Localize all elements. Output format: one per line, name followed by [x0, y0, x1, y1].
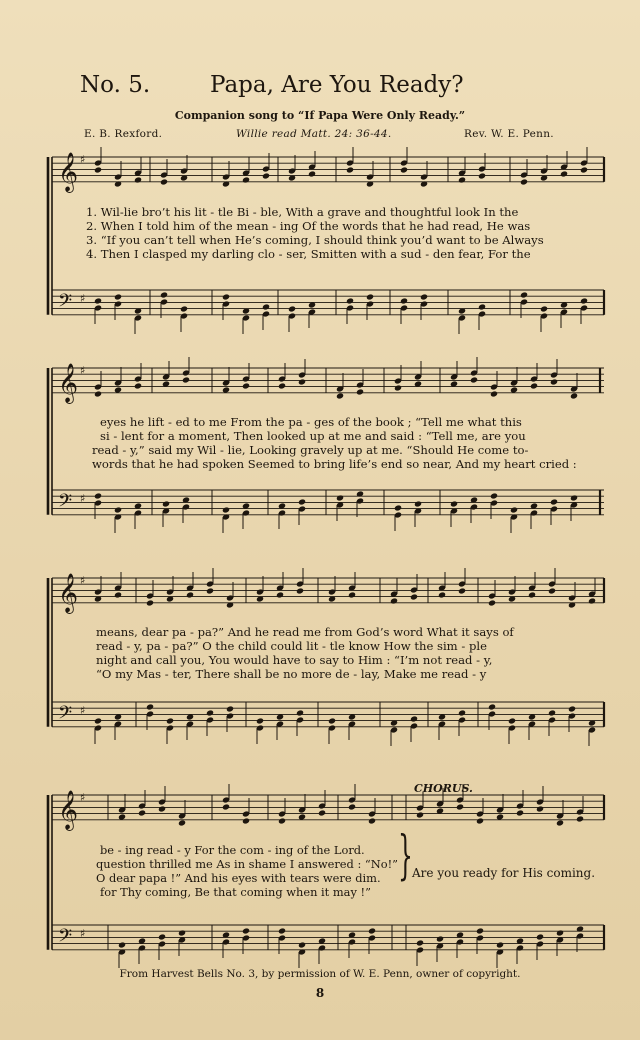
- treble-clef: 𝄞: [58, 363, 79, 403]
- note-head: [450, 500, 458, 507]
- bass-clef: 𝄢: [58, 926, 73, 951]
- note-head: [556, 819, 564, 826]
- note-head: [576, 815, 584, 822]
- lyric-line: eyes he lift - ed to me From the pa - ges of the book ; “Tell me what this: [100, 415, 522, 429]
- composer-credit: Rev. W. E. Penn.: [464, 128, 554, 140]
- note-head: [390, 597, 398, 604]
- bass-clef: 𝄢: [58, 291, 73, 316]
- note-head: [394, 384, 402, 391]
- note-head: [276, 591, 284, 598]
- note-head: [568, 705, 576, 712]
- treble-clef: 𝄞: [58, 152, 79, 192]
- lyric-line: means, dear pa - pa?” And he read me from God’s word What it says of: [96, 625, 514, 639]
- note-head: [278, 927, 286, 934]
- note-head: [560, 170, 568, 177]
- note-head: [308, 170, 316, 177]
- note-head: [488, 703, 496, 710]
- note-head: [298, 941, 306, 948]
- note-head: [550, 378, 558, 385]
- note-head: [180, 305, 188, 312]
- page-number: 8: [315, 986, 325, 1000]
- lyric-line: night and call you, You would have to say to Him : “I’m not read - y,: [96, 653, 493, 667]
- note-head: [296, 709, 304, 716]
- note-head: [400, 166, 408, 173]
- note-head: [516, 809, 524, 816]
- note-head: [420, 293, 428, 300]
- note-head: [158, 933, 166, 940]
- key-signature: ♯: [80, 364, 86, 377]
- note-head: [146, 599, 154, 606]
- note-head: [296, 587, 304, 594]
- note-head: [114, 591, 122, 598]
- note-head: [476, 817, 484, 824]
- note-head: [278, 817, 286, 824]
- note-head: [570, 494, 578, 501]
- note-head: [206, 709, 214, 716]
- lyric-line: for Thy coming, Be that coming when it may !”: [100, 885, 371, 899]
- note-head: [570, 392, 578, 399]
- note-head: [94, 166, 102, 173]
- note-head: [548, 587, 556, 594]
- note-head: [536, 933, 544, 940]
- note-head: [478, 172, 486, 179]
- note-head: [456, 803, 464, 810]
- key-signature: ♯: [80, 704, 86, 717]
- note-head: [536, 805, 544, 812]
- note-head: [186, 591, 194, 598]
- key-signature: ♯: [80, 927, 86, 940]
- key-signature: ♯: [80, 153, 86, 166]
- note-head: [146, 703, 154, 710]
- note-head: [528, 591, 536, 598]
- note-head: [336, 494, 344, 501]
- subtitle: Companion song to “If Papa Were Only Ready.”: [174, 109, 466, 122]
- note-head: [394, 504, 402, 511]
- note-head: [256, 717, 264, 724]
- note-head: [438, 591, 446, 598]
- note-head: [490, 390, 498, 397]
- note-head: [458, 176, 466, 183]
- note-head: [336, 392, 344, 399]
- note-head: [166, 717, 174, 724]
- note-head: [410, 593, 418, 600]
- note-head: [496, 941, 504, 948]
- note-head: [94, 297, 102, 304]
- note-head: [520, 178, 528, 185]
- note-head: [550, 498, 558, 505]
- lyric-line: read - y, pa - pa?” O the child could lit - tle know How the sim - ple: [96, 639, 487, 653]
- note-head: [222, 506, 230, 513]
- note-head: [436, 935, 444, 942]
- note-head: [182, 376, 190, 383]
- lyric-line: 1. Wil-lie bro’t his lit - tle Bi - ble, With a grave and thoughtful look In the: [86, 205, 519, 219]
- note-head: [242, 817, 250, 824]
- key-signature: ♯: [80, 791, 86, 804]
- note-head: [242, 382, 250, 389]
- note-head: [520, 291, 528, 298]
- lyric-line: words that he had spoken Seemed to bring life’s end so near, And my heart cried :: [92, 457, 577, 471]
- note-head: [490, 492, 498, 499]
- lyric-line: 4. Then I clasped my darling clo - ser, Smitten with a sud - den fear, For the: [86, 247, 531, 261]
- refrain-text: Are you ready for His coming.: [412, 866, 596, 880]
- bass-clef: 𝄢: [58, 491, 73, 516]
- note-head: [114, 506, 122, 513]
- lyric-line: be - ing read - y For the com - ing of the Lord.: [100, 843, 365, 857]
- note-head: [510, 506, 518, 513]
- verse-brace: }: [398, 826, 413, 886]
- note-head: [94, 492, 102, 499]
- note-head: [262, 172, 270, 179]
- note-head: [368, 927, 376, 934]
- note-head: [222, 293, 230, 300]
- author-credit: E. B. Rexford.: [84, 128, 163, 140]
- note-head: [478, 303, 486, 310]
- note-head: [278, 382, 286, 389]
- note-head: [580, 166, 588, 173]
- note-head: [288, 305, 296, 312]
- hymn-number: No. 5.: [80, 72, 151, 98]
- note-head: [416, 811, 424, 818]
- lyric-line: O dear papa !” And his eyes with tears were dim.: [96, 871, 381, 885]
- chorus-label: CHORUS.: [414, 782, 473, 795]
- note-head: [414, 500, 422, 507]
- note-head: [530, 382, 538, 389]
- lyric-line: 2. When I told him of the mean - ing Of the words that he had read, He was: [86, 219, 531, 233]
- note-head: [160, 178, 168, 185]
- note-head: [348, 803, 356, 810]
- treble-clef: 𝄞: [58, 573, 79, 613]
- note-head: [134, 382, 142, 389]
- lyric-line: read - y,” said my Wil - lie, Looking gravely up at me. “Should He come to-: [92, 443, 529, 457]
- note-head: [548, 709, 556, 716]
- note-head: [346, 166, 354, 173]
- note-head: [178, 819, 186, 826]
- lyric-line: question thrilled me As in shame I answered : “No!”: [96, 857, 398, 871]
- note-head: [410, 715, 418, 722]
- note-head: [178, 929, 186, 936]
- key-signature: ♯: [80, 574, 86, 587]
- note-head: [118, 941, 126, 948]
- note-head: [488, 599, 496, 606]
- note-head: [470, 376, 478, 383]
- lyric-line: si - lent for a moment, Then looked up at me and said : “Tell me, are you: [100, 429, 526, 443]
- note-head: [160, 291, 168, 298]
- key-signature: ♯: [80, 292, 86, 305]
- note-head: [242, 927, 250, 934]
- note-head: [318, 809, 326, 816]
- note-head: [348, 591, 356, 598]
- note-head: [356, 388, 364, 395]
- note-head: [588, 597, 596, 604]
- note-head: [94, 390, 102, 397]
- copyright-footer: From Harvest Bells No. 3, by permission of W. E. Penn, owner of copyright.: [119, 968, 521, 980]
- note-head: [458, 709, 466, 716]
- note-head: [540, 305, 548, 312]
- key-signature: ♯: [80, 492, 86, 505]
- note-head: [580, 297, 588, 304]
- note-head: [162, 500, 170, 507]
- scripture-text: Willie read Matt. 24: 36-44.: [236, 128, 392, 140]
- note-head: [206, 587, 214, 594]
- note-head: [400, 297, 408, 304]
- lyric-line: “O my Mas - ter, There shall be no more de - lay, Make me read - y: [96, 667, 487, 681]
- note-head: [368, 817, 376, 824]
- note-head: [242, 176, 250, 183]
- treble-clef: 𝄞: [58, 790, 79, 830]
- bass-clef: 𝄢: [58, 703, 73, 728]
- note-head: [94, 717, 102, 724]
- note-head: [222, 803, 230, 810]
- note-head: [298, 498, 306, 505]
- note-head: [134, 176, 142, 183]
- note-head: [458, 587, 466, 594]
- note-head: [416, 939, 424, 946]
- note-head: [262, 303, 270, 310]
- note-head: [366, 293, 374, 300]
- note-head: [158, 805, 166, 812]
- note-head: [138, 809, 146, 816]
- note-head: [226, 705, 234, 712]
- lyric-line: 3. “If you can’t tell when He’s coming, I should think you’d want to be Always: [86, 233, 544, 247]
- note-head: [114, 293, 122, 300]
- note-head: [508, 717, 516, 724]
- note-head: [298, 378, 306, 385]
- note-head: [346, 297, 354, 304]
- note-head: [476, 927, 484, 934]
- note-head: [556, 929, 564, 936]
- note-head: [328, 717, 336, 724]
- hymn-title: Papa, Are You Ready?: [210, 72, 464, 98]
